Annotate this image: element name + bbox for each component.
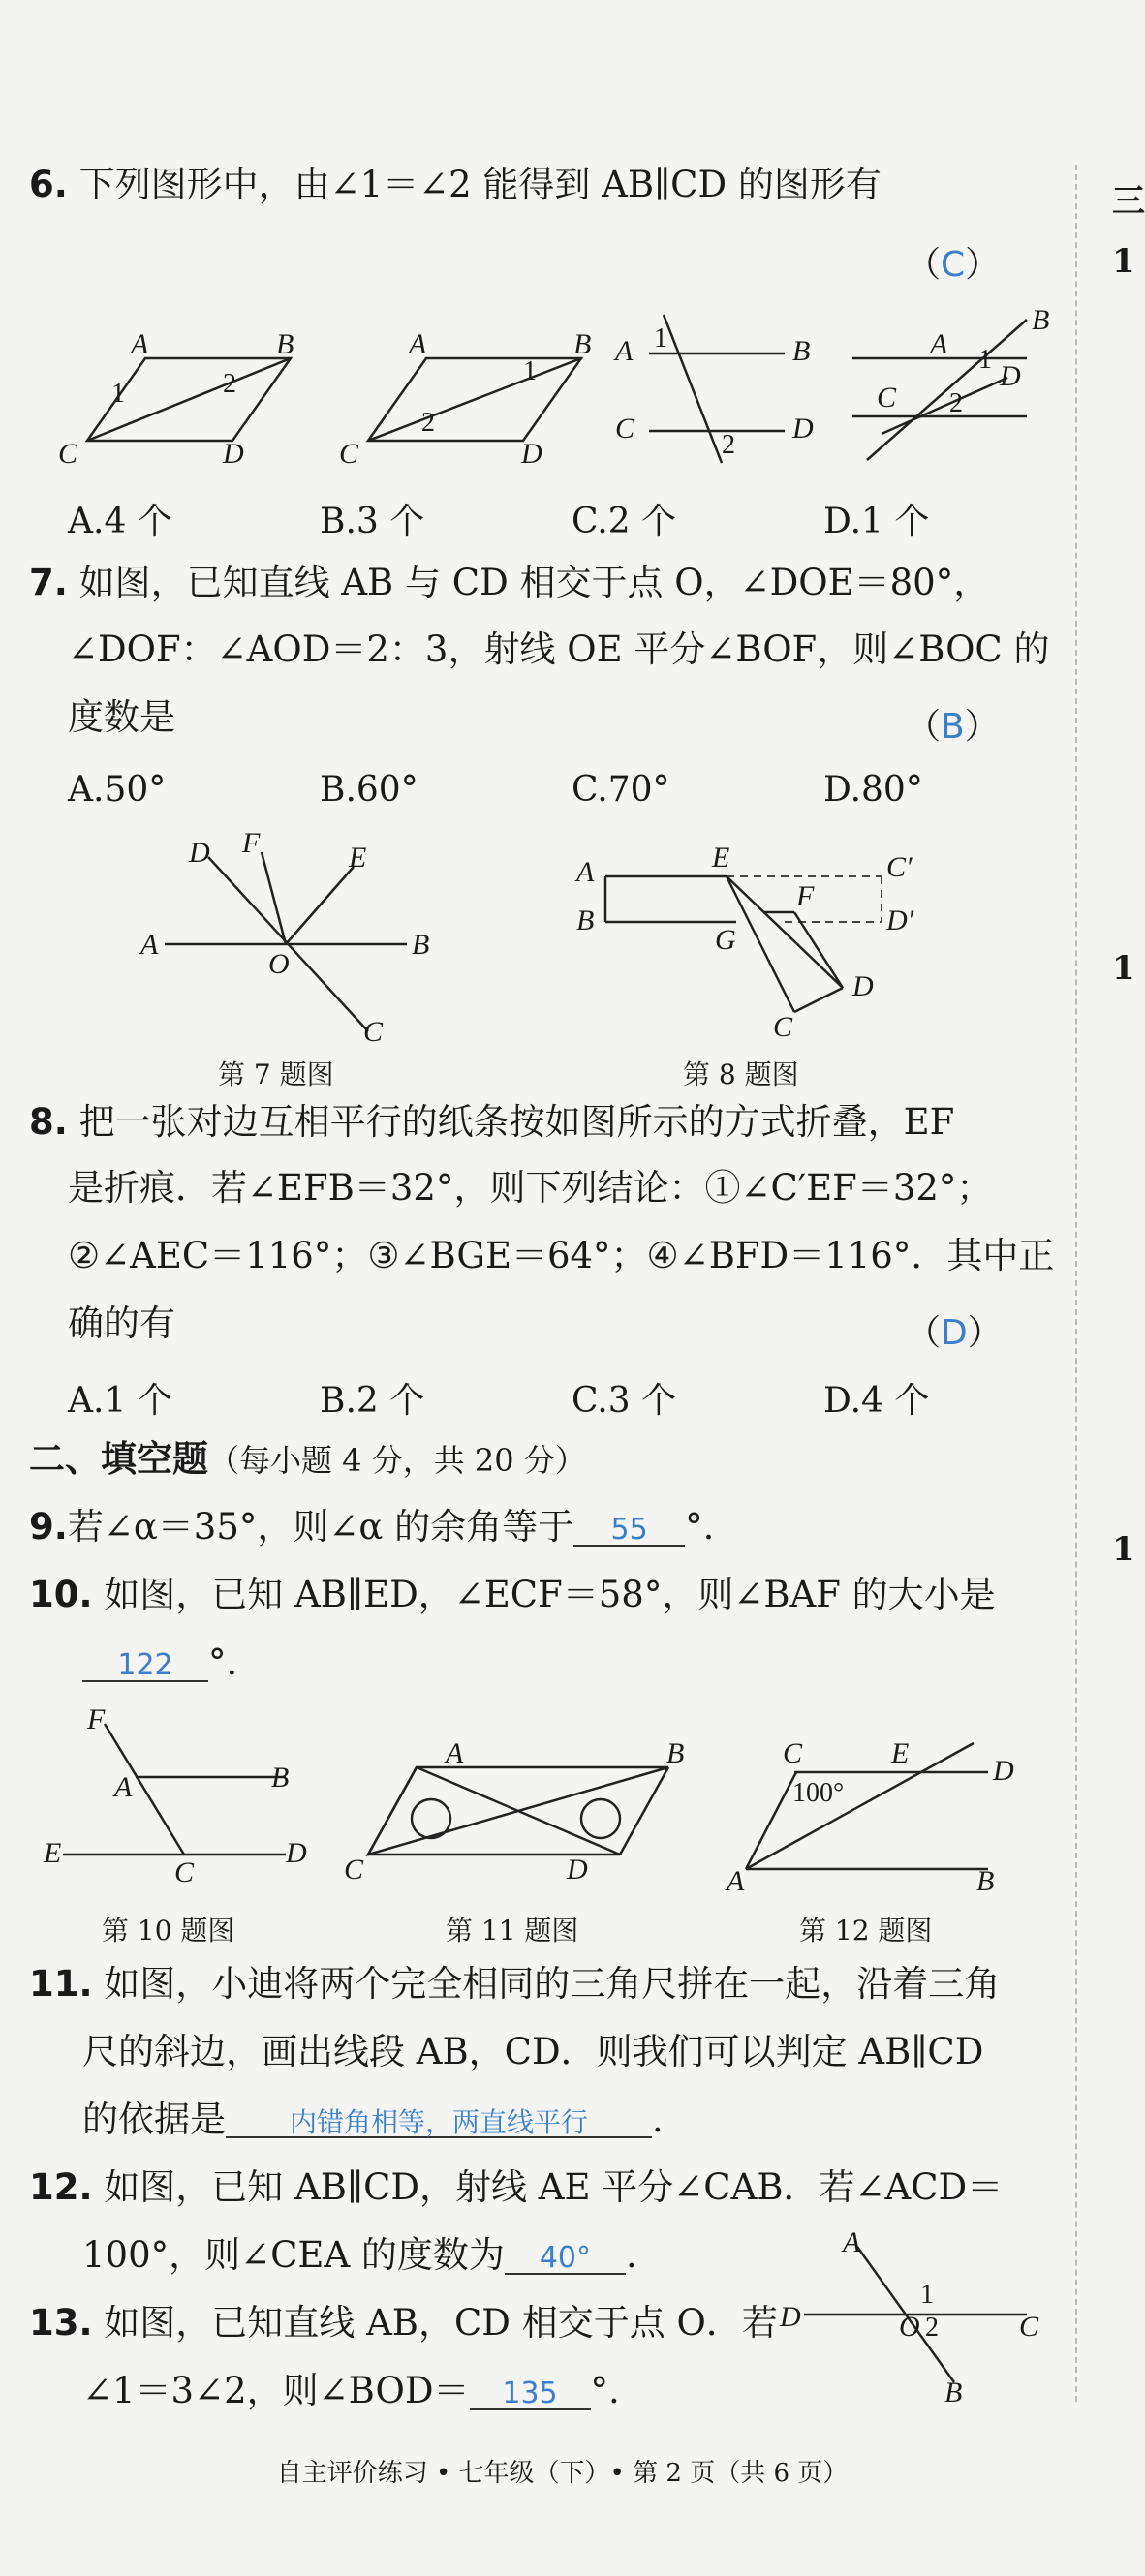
question-11 bbox=[29, 1963, 1001, 2005]
option-a: A.1 个 bbox=[68, 1381, 172, 1421]
answer-blank: 内错角相等，两直线平行 bbox=[226, 2109, 652, 2138]
svg-text:2: 2 bbox=[722, 430, 735, 460]
option-b: B.2 个 bbox=[320, 1381, 425, 1421]
answer: D bbox=[941, 1313, 968, 1353]
caption-fig11: 第 11 题图 bbox=[446, 1915, 579, 1947]
svg-text:A: A bbox=[615, 335, 634, 367]
question-text: 100°，则∠CEA 的度数为 bbox=[82, 2234, 505, 2276]
answer-paren: （B） bbox=[906, 707, 1000, 747]
svg-text:D: D bbox=[780, 2301, 801, 2333]
svg-text:A: A bbox=[446, 1737, 464, 1769]
question-text: 如图，已知直线 AB 与 CD 相交于点 O，∠DOE＝80°， bbox=[78, 562, 990, 603]
question-text: 若∠α＝35°，则∠α 的余角等于 bbox=[67, 1506, 574, 1548]
svg-text:O: O bbox=[268, 948, 290, 980]
svg-text:B: B bbox=[412, 929, 430, 961]
option-d: D.80° bbox=[823, 770, 923, 810]
question-7-line2: ∠DOF：∠AOD＝2：3，射线 OE 平分∠BOF，则∠BOC 的 bbox=[68, 629, 1050, 670]
svg-text:B: B bbox=[944, 2377, 963, 2408]
svg-text:A: A bbox=[409, 328, 427, 360]
svg-text:E: E bbox=[891, 1737, 910, 1769]
option-d: D.4 个 bbox=[823, 1381, 930, 1421]
svg-text:100°: 100° bbox=[792, 1778, 845, 1808]
svg-text:B: B bbox=[666, 1737, 685, 1769]
svg-text:D: D bbox=[852, 970, 874, 1002]
svg-text:D: D bbox=[223, 438, 244, 470]
question-number: 6. bbox=[29, 164, 68, 205]
svg-text:D: D bbox=[567, 1854, 588, 1886]
svg-text:C: C bbox=[174, 1856, 195, 1888]
question-11-line2: 尺的斜边，画出线段 AB，CD．则我们可以判定 AB∥CD bbox=[82, 2031, 984, 2072]
question-text-end: °. bbox=[590, 2370, 620, 2411]
svg-text:1: 1 bbox=[654, 323, 667, 353]
svg-text:B: B bbox=[1032, 304, 1050, 336]
svg-text:F: F bbox=[242, 827, 261, 859]
svg-text:E: E bbox=[349, 842, 367, 874]
option-a: A.4 个 bbox=[68, 502, 172, 541]
question-12-line2 bbox=[82, 2234, 637, 2276]
caption-fig10: 第 10 题图 bbox=[102, 1915, 235, 1947]
option-b: B.60° bbox=[320, 770, 418, 810]
caption-fig12: 第 12 题图 bbox=[799, 1915, 933, 1947]
section-note: （每小题 4 分，共 20 分） bbox=[208, 1442, 586, 1479]
answer: B bbox=[941, 707, 965, 747]
section-title: 二、填空题 bbox=[29, 1437, 208, 1480]
svg-text:D: D bbox=[792, 413, 814, 445]
question-10 bbox=[29, 1574, 996, 1615]
svg-text:B: B bbox=[276, 328, 294, 360]
svg-text:A: A bbox=[930, 328, 948, 360]
question-8-line4: 确的有 bbox=[68, 1303, 175, 1344]
question-13 bbox=[29, 2302, 778, 2344]
svg-text:2: 2 bbox=[949, 388, 963, 418]
svg-text:C: C bbox=[344, 1854, 364, 1886]
answer-blank: 122 bbox=[82, 1651, 208, 1682]
option-c: C.70° bbox=[572, 770, 670, 810]
svg-text:C′: C′ bbox=[886, 851, 913, 883]
svg-text:D′: D′ bbox=[886, 905, 914, 936]
svg-text:O: O bbox=[899, 2311, 920, 2343]
question-text: 的依据是 bbox=[82, 2099, 226, 2140]
svg-text:2: 2 bbox=[223, 369, 236, 399]
question-13-line2 bbox=[82, 2370, 620, 2411]
question-number: 7. bbox=[29, 562, 68, 603]
option-d: D.1 个 bbox=[823, 502, 930, 541]
caption-fig7: 第 7 题图 bbox=[218, 1058, 334, 1090]
svg-text:D: D bbox=[189, 837, 210, 869]
answer-blank: 55 bbox=[573, 1516, 685, 1547]
svg-text:1: 1 bbox=[978, 345, 992, 375]
question-text: 把一张对边互相平行的纸条按如图所示的方式折叠，EF bbox=[78, 1101, 955, 1143]
edge-mark: 1 bbox=[1112, 949, 1135, 988]
figure-q6 bbox=[48, 304, 1050, 475]
svg-text:C: C bbox=[363, 1016, 384, 1048]
svg-text:C: C bbox=[877, 382, 897, 414]
question-7-line3: 度数是 bbox=[68, 696, 175, 738]
svg-text:2: 2 bbox=[925, 2313, 939, 2343]
question-text-end: . bbox=[625, 2234, 637, 2276]
figure-q8 bbox=[572, 833, 940, 1046]
svg-text:1: 1 bbox=[111, 379, 125, 409]
question-text-end: °. bbox=[685, 1506, 715, 1548]
question-text-end: °. bbox=[208, 1641, 238, 1683]
question-number: 9. bbox=[29, 1506, 68, 1548]
svg-text:C: C bbox=[783, 1737, 803, 1769]
question-text: 如图，已知 AB∥CD，射线 AE 平分∠CAB．若∠ACD＝ bbox=[104, 2166, 1004, 2208]
svg-text:D: D bbox=[286, 1837, 307, 1869]
edge-mark: 1 bbox=[1112, 1530, 1135, 1569]
q7-options bbox=[68, 770, 988, 809]
svg-text:1: 1 bbox=[523, 356, 537, 386]
svg-text:B: B bbox=[271, 1762, 290, 1794]
q8-options bbox=[68, 1373, 988, 1421]
svg-text:E: E bbox=[44, 1837, 62, 1869]
answer-paren: （D） bbox=[906, 1313, 1003, 1353]
binding-line bbox=[1075, 165, 1077, 2402]
svg-text:G: G bbox=[715, 924, 736, 956]
svg-text:B: B bbox=[576, 905, 595, 936]
question-number: 8. bbox=[29, 1101, 68, 1143]
svg-text:A: A bbox=[131, 328, 149, 360]
svg-text:C: C bbox=[339, 438, 359, 470]
answer-blank: 40° bbox=[505, 2244, 626, 2275]
figure-q11 bbox=[339, 1737, 707, 1903]
option-b: B.3 个 bbox=[320, 502, 425, 541]
question-8 bbox=[29, 1101, 955, 1143]
question-text-end: . bbox=[652, 2099, 664, 2140]
svg-text:A: A bbox=[727, 1865, 745, 1897]
answer: C bbox=[941, 245, 966, 285]
svg-text:A: A bbox=[114, 1771, 133, 1803]
svg-text:C: C bbox=[58, 438, 78, 470]
question-9 bbox=[29, 1506, 715, 1548]
figure-q10 bbox=[39, 1703, 329, 1893]
svg-text:C: C bbox=[615, 413, 635, 445]
question-text: 如图，已知 AB∥ED，∠ECF＝58°，则∠BAF 的大小是 bbox=[104, 1574, 996, 1615]
question-text: ∠1＝3∠2，则∠BOD＝ bbox=[82, 2370, 470, 2411]
question-text: 下列图形中，由∠1＝∠2 能得到 AB∥CD 的图形有 bbox=[78, 164, 882, 205]
svg-text:F: F bbox=[796, 880, 815, 912]
question-text: 如图，小迪将两个完全相同的三角尺拼在一起，沿着三角 bbox=[104, 1963, 1001, 2005]
answer-blank: 135 bbox=[470, 2379, 591, 2410]
question-number: 11. bbox=[29, 1963, 93, 2005]
svg-text:B: B bbox=[976, 1865, 995, 1897]
page-footer: 自主评价练习 • 七年级（下）• 第 2 页（共 6 页） bbox=[276, 2459, 849, 2488]
question-8-line3: ②∠AEC＝116°；③∠BGE＝64°；④∠BFD＝116°．其中正 bbox=[68, 1235, 1055, 1276]
svg-text:A: A bbox=[843, 2226, 861, 2258]
answer-paren: （C） bbox=[906, 245, 1001, 285]
question-12 bbox=[29, 2166, 1004, 2208]
q6-options bbox=[68, 494, 988, 541]
question-text: 如图，已知直线 AB，CD 相交于点 O．若 bbox=[104, 2302, 778, 2344]
question-7 bbox=[29, 562, 990, 603]
svg-text:C: C bbox=[773, 1011, 793, 1043]
svg-text:F: F bbox=[87, 1703, 106, 1735]
svg-text:E: E bbox=[712, 842, 730, 874]
option-a: A.50° bbox=[68, 770, 167, 810]
edge-mark: 三 bbox=[1112, 182, 1145, 221]
svg-text:B: B bbox=[573, 328, 592, 360]
figure-q12 bbox=[717, 1724, 1037, 1898]
question-10-line2 bbox=[82, 1641, 238, 1683]
caption-fig8: 第 8 题图 bbox=[683, 1058, 799, 1090]
svg-text:D: D bbox=[521, 438, 542, 470]
svg-text:A: A bbox=[140, 929, 159, 961]
question-6 bbox=[29, 164, 882, 205]
option-c: C.3 个 bbox=[572, 1381, 677, 1421]
svg-text:2: 2 bbox=[421, 408, 435, 438]
svg-text:1: 1 bbox=[920, 2280, 934, 2310]
option-c: C.2 个 bbox=[572, 502, 677, 541]
edge-mark: 1 bbox=[1112, 242, 1135, 281]
svg-text:A: A bbox=[576, 856, 595, 888]
question-8-line2: 是折痕．若∠EFB＝32°，则下列结论：①∠C′EF＝32°； bbox=[68, 1167, 993, 1209]
figure-q13 bbox=[775, 2218, 1056, 2408]
svg-text:D: D bbox=[1000, 360, 1021, 392]
question-number: 13. bbox=[29, 2302, 93, 2344]
question-number: 10. bbox=[29, 1574, 93, 1615]
svg-text:B: B bbox=[792, 335, 811, 367]
svg-text:D: D bbox=[993, 1755, 1014, 1787]
svg-text:C: C bbox=[1019, 2311, 1039, 2343]
question-11-line3 bbox=[82, 2101, 664, 2138]
question-number: 12. bbox=[29, 2166, 93, 2208]
figure-q7 bbox=[136, 827, 465, 1048]
section-heading bbox=[29, 1437, 586, 1480]
